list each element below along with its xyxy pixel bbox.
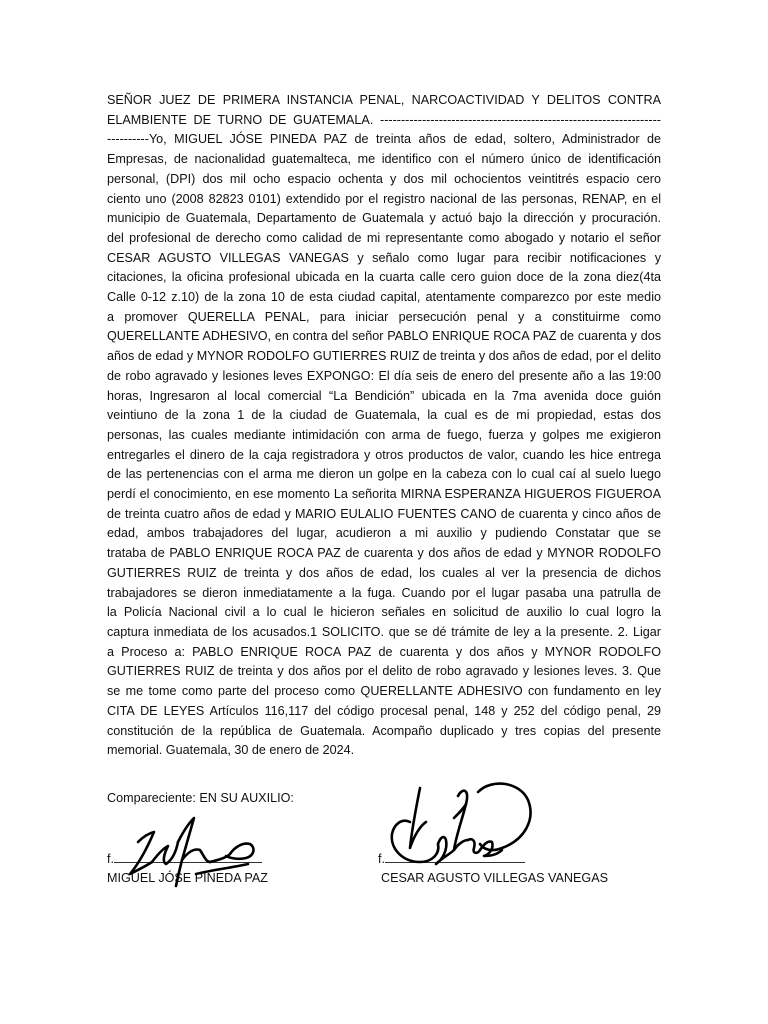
body-line: personal, (DPI) dos mil ocho espacio ochenta y dos mil ochocientos veintitrés espacio cero xyxy=(107,171,661,186)
body-line: horas, Ingresaron al local comercial “La Bendición” ubicada en la 7ma avenida doce guión xyxy=(107,388,661,403)
body-line: trataba de PABLO ENRIQUE ROCA PAZ de cuarenta y dos años de edad y MYNOR RODOLFO xyxy=(107,546,661,561)
body-line: Empresas, de nacionalidad guatemalteca, me identifico con el número único de identificación xyxy=(107,152,661,167)
body-line: a Proceso a: PABLO ENRIQUE ROCA PAZ de cuarenta y dos años y MYNOR RODOLFO xyxy=(107,644,661,659)
body-line: citaciones, la oficina profesional ubicada en la cuarta calle cero guion doce de la zona diez(4ta xyxy=(107,270,661,285)
body-line: personas, las cuales mediante intimidación con arma de fuego, fuerza y golpes me exigieron xyxy=(107,427,661,442)
body-line: ----------Yo, MIGUEL JÓSE PINEDA PAZ de treinta años de edad, soltero, Administrador de xyxy=(107,132,661,147)
body-line: perdí el conocimiento, en ese momento La señorita MIRNA ESPERANZA HIGUEROS FIGUEROA xyxy=(107,487,661,502)
body-line: de robo agravado y lesiones leves EXPONGO: El día seis de enero del presente año a las 19:00 xyxy=(107,368,661,383)
signature-right-image xyxy=(380,778,540,896)
body-line: memorial. Guatemala, 30 de enero de 2024. xyxy=(107,743,355,758)
body-line: trabajadores se dieron inmediatamente a la fuga. Cuando por el lugar pasaba una patrulla de xyxy=(107,585,661,600)
body-line: SEÑOR JUEZ DE PRIMERA INSTANCIA PENAL, NARCOACTIVIDAD Y DELITOS CONTRA xyxy=(107,93,661,107)
body-line: del profesional de derecho como calidad de mi representante como abogado y notario el señor xyxy=(107,230,661,245)
body-line: ELAMBIENTE DE TURNO DE GUATEMALA. ------------------------------------------------------------------- xyxy=(107,112,661,127)
body-line: CESAR AGUSTO VILLEGAS VANEGAS y señalo como lugar para recibir notificaciones y xyxy=(107,250,661,265)
body-line: QUERELLANTE ADHESIVO, en contra del señor PABLO ENRIQUE ROCA PAZ de cuarenta y dos xyxy=(107,329,661,344)
body-line: a promover QUERELLA PENAL, para iniciar persecución penal y a constituirme como xyxy=(107,309,661,324)
body-line: constitución de la república de Guatemala. Acompaño duplicado y tres copias del presente xyxy=(107,723,661,738)
body-line: se me tome como parte del proceso como QUERELLANTE ADHESIVO con fundamento en ley xyxy=(107,684,661,699)
body-line: ciento uno (2008 82823 0101) extendido por el registro nacional de las personas, RENAP, en el xyxy=(107,191,661,206)
memorial-body xyxy=(107,91,661,761)
signature-prefix-right: f. xyxy=(378,852,385,866)
body-line: GUTIERRES RUIZ de treinta y dos años de edad, los cuales al ver la presencia de dichos xyxy=(107,565,661,580)
body-line: la Policía Nacional civil a lo cual le hicieron señales en solicitud de auxilio lo cual logro la xyxy=(107,605,661,620)
signature-prefix-left: f. xyxy=(107,852,114,866)
compareciente-line: Compareciente: EN SU AUXILIO: xyxy=(107,791,294,805)
body-line: municipio de Guatemala, Departamento de Guatemala y actuó bajo la dirección y procuración. xyxy=(107,211,661,226)
body-line: años de edad y MYNOR RODOLFO GUTIERRES RUIZ de treinta y dos años de edad, por el delito xyxy=(107,349,661,364)
body-line: veintiuno de la zona 1 de la ciudad de Guatemala, la cual es de mi propiedad, estas dos xyxy=(107,408,661,423)
body-line: CITA DE LEYES Artículos 116,117 del código procesal penal, 148 y 252 del código penal, 29 xyxy=(107,703,661,718)
body-line: captura inmediata de los acusados.1 SOLICITO. que se dé trámite de ley a la presente. 2. Ligar xyxy=(107,624,661,639)
signature-left-image xyxy=(118,812,268,892)
body-line: de treinta cuatro años de edad y MARIO EULALIO FUENTES CANO de cuarenta y cinco años de xyxy=(107,506,661,521)
signer-name-left: MIGUEL JÓSE PINEDA PAZ xyxy=(107,871,268,885)
body-line: GUTIERRES RUIZ de treinta y dos años por el delito de robo agravado y lesiones leves. 3. Que xyxy=(107,664,661,679)
signer-name-right: CESAR AGUSTO VILLEGAS VANEGAS xyxy=(381,871,609,885)
body-line: de las pertenencias con el arma me dieron un golpe en la cabeza con lo cual caí al suelo luego xyxy=(107,467,661,482)
body-line: Calle 0-12 z.10) de la zona 10 de esta ciudad capital, atentamente comparezco por este medio xyxy=(107,290,661,305)
body-line: edad, ambos trabajadores del lugar, acudieron a mi auxilio y pudiendo Constatar que se xyxy=(107,526,661,541)
body-line: entregarles el dinero de la caja registradora y otros productos de valor, cuando les hice entrega xyxy=(107,447,661,462)
